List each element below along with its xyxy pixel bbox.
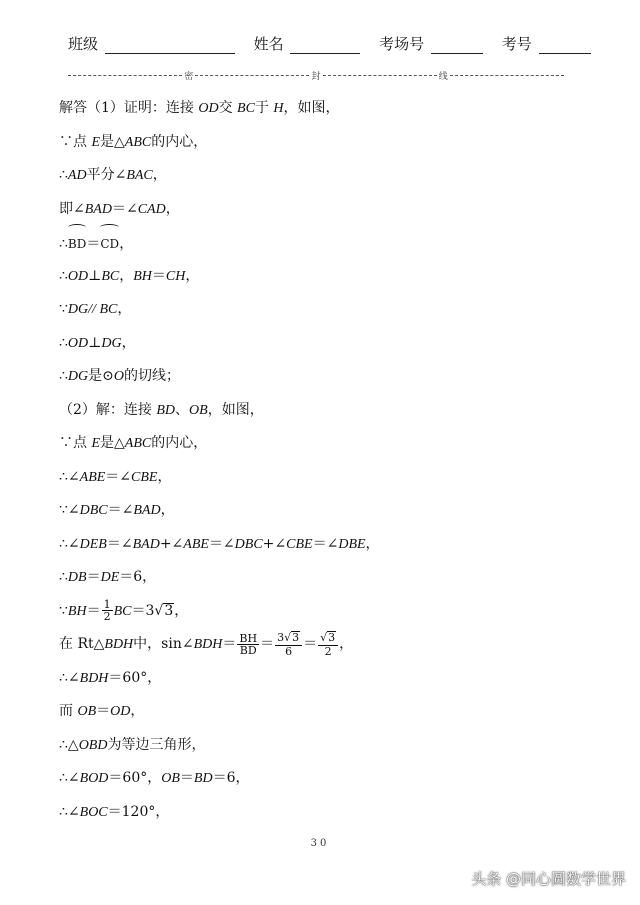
class-blank[interactable] [105, 37, 235, 54]
exam-room-blank[interactable] [431, 37, 483, 54]
fraction-sqrt3-2: $\frac{√3}{2}$ [318, 631, 338, 656]
solution-line: ∴△OBD为等边三角形， [59, 736, 206, 753]
exam-header [68, 33, 568, 57]
solution-line: ∴AD平分∠BAC， [59, 167, 167, 183]
seal-line [68, 68, 564, 82]
exam-number-blank[interactable] [539, 37, 591, 54]
exam-number-label: 考号 [501, 35, 532, 53]
sqrt-radicand: 3 [164, 602, 174, 619]
exam-room-label: 考场号 [379, 35, 425, 53]
solution-line: ∵DG// BC， [59, 301, 132, 317]
solution-line: ∴BD＝CD， [59, 226, 599, 260]
seal-dash [195, 75, 309, 76]
equation-sin: 在 Rt△BDH中，sin∠BDH＝ $\frac{BH}{BD}$ ＝ $\frac{3√3}{6}$ ＝ $\frac{√3}{2}$ ， [59, 631, 354, 658]
arc-bd: BD [68, 226, 86, 262]
solution-line: 即∠BAD＝∠CAD， [59, 200, 180, 217]
solution-body [59, 92, 599, 829]
solution-line: 而 OB＝OD， [59, 703, 145, 719]
seal-char-xian: 线 [438, 71, 448, 82]
solution-line: 解答（1）证明：连接 OD交 BC于 H，如图， [59, 100, 340, 116]
fraction-bh-bd: $\frac{BH}{BD}$ [239, 631, 258, 657]
solution-line: ∴∠ABE＝∠CBE， [59, 468, 172, 485]
solution-line: ∴∠BOD＝60°，OB＝BD＝6， [59, 770, 250, 786]
seal-char-mi: 密 [184, 71, 194, 82]
name-blank[interactable] [290, 37, 360, 54]
equation-bh: ∵BH＝ $\frac{1}{2}$ BC＝3√3， [59, 598, 189, 623]
seal-dash [323, 75, 437, 76]
seal-dash [68, 75, 182, 76]
solution-line: ∴∠BOC＝120°， [59, 803, 170, 820]
watermark: 头条 @同心圆数学世界 [471, 870, 626, 888]
solution-line: ∴OD⊥BC，BH＝CH， [59, 267, 200, 284]
class-label: 班级 [68, 35, 99, 53]
solution-line: ∴OD⊥DG， [59, 334, 136, 351]
page-number: 30 [310, 838, 330, 849]
arc-cd: CD [100, 226, 119, 262]
seal-dash [450, 75, 564, 76]
solution-line: ∴DG是⊙O的切线； [59, 368, 181, 384]
seal-char-feng: 封 [311, 71, 321, 82]
solution-line: （2）解：连接 BD、OB，如图， [59, 401, 264, 418]
solution-line: ∵点 E是△ABC的内心， [59, 435, 208, 451]
solution-line: ∵点 E是△ABC的内心， [59, 133, 208, 150]
fraction-one-half: $\frac{1}{2}$ [103, 598, 111, 623]
solution-line: ∴∠BDH＝60°， [59, 669, 162, 686]
solution-line: ∴DB＝DE＝6， [59, 569, 157, 585]
solution-line: ∴∠DEB＝∠BAD+∠ABE＝∠DBC+∠CBE＝∠DBE， [59, 535, 380, 552]
fraction-3sqrt3-6: $\frac{3√3}{6}$ [275, 631, 302, 656]
solution-line: ∵∠DBC＝∠BAD， [59, 502, 175, 518]
name-label: 姓名 [253, 35, 284, 53]
